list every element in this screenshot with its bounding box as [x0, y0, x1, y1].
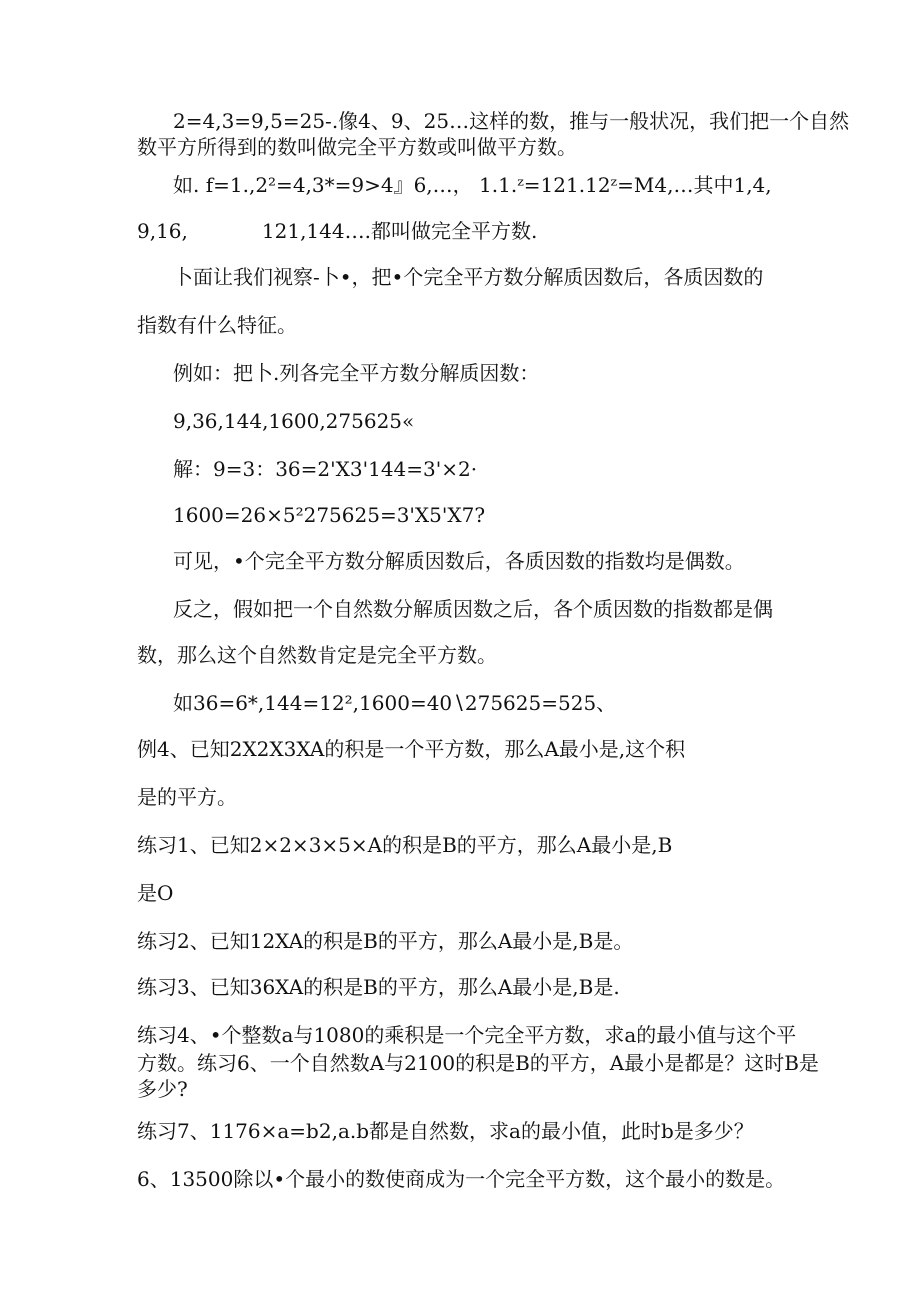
solution-line-1: 解：9=3：36=2'X3'144=3'×2· [173, 457, 478, 481]
paragraph-2-line-2-end: 121,144….都叫做完全平方数. [261, 219, 538, 243]
exercise-7: 练习7、1176×a=b2,a.b都是自然数，求a的最小值，此时b是多少？ [137, 1119, 754, 1143]
exercise-3: 练习3、已知36XA的积是B的平方，那么A最小是,B是. [137, 975, 620, 999]
converse-line-1: 反之，假如把一个自然数分解质因数之后，各个质因数的指数都是偶 [173, 597, 773, 621]
exercise-4-line-3: 多少? [137, 1077, 188, 1101]
paragraph-1-line-1: 2=4,3=9,5=25-.像4、9、25…这样的数，推与一般状况，我们把一个自然 [173, 109, 850, 133]
square-examples: 如36=6*,144=12²,1600=40∖275625=525、 [173, 691, 617, 715]
example-intro: 例如：把卜.列各完全平方数分解质因数： [173, 361, 540, 385]
paragraph-2-line-2 [137, 218, 537, 244]
example-4-line-2: 是的平方。 [137, 785, 237, 809]
exercise-4-line-2: 方数。练习6、一个自然数A与2100的积是B的平方，A最小是都是？这时B是 [137, 1051, 819, 1075]
paragraph-3-line-2: 指数有什么特征。 [137, 313, 297, 337]
paragraph-2-line-2-start: 9,16, [137, 219, 188, 243]
solution-line-2: 1600=26×5²275625=3'X5'X7? [173, 503, 486, 527]
exercise-1-line-1: 练习1、已知2×2×3×5×A的积是B的平方，那么A最小是,B [137, 833, 673, 857]
converse-line-2: 数，那么这个自然数肯定是完全平方数。 [137, 643, 497, 667]
exercise-1-line-2: 是O [137, 881, 174, 905]
conclusion: 可见，•个完全平方数分解质因数后，各质因数的指数均是偶数。 [173, 549, 745, 573]
paragraph-1-line-2: 数平方所得到的数叫做完全平方数或叫做平方数。 [137, 135, 577, 159]
paragraph-3-line-1: 卜面让我们视察-卜•，把•个完全平方数分解质因数后，各质因数的 [173, 265, 764, 289]
exercise-4-line-1: 练习4、•个整数a与1080的乘积是一个完全平方数，求a的最小值与这个平 [137, 1023, 797, 1047]
example-4-line-1: 例4、已知2X2X3XA的积是一个平方数，那么A最小是,这个积 [137, 737, 686, 761]
exercise-2: 练习2、已知12XA的积是B的平方，那么A最小是,B是。 [137, 929, 634, 953]
paragraph-2-line-1: 如. f=1.,2²=4,3*=9>4』6,…， 1.1.ᶻ=121.12ᶻ=M4,…其中1,4, [173, 173, 772, 197]
problem-6: 6、13500除以•个最小的数使商成为一个完全平方数，这个最小的数是。 [137, 1167, 786, 1191]
number-list: 9,36,144,1600,275625« [173, 409, 415, 433]
